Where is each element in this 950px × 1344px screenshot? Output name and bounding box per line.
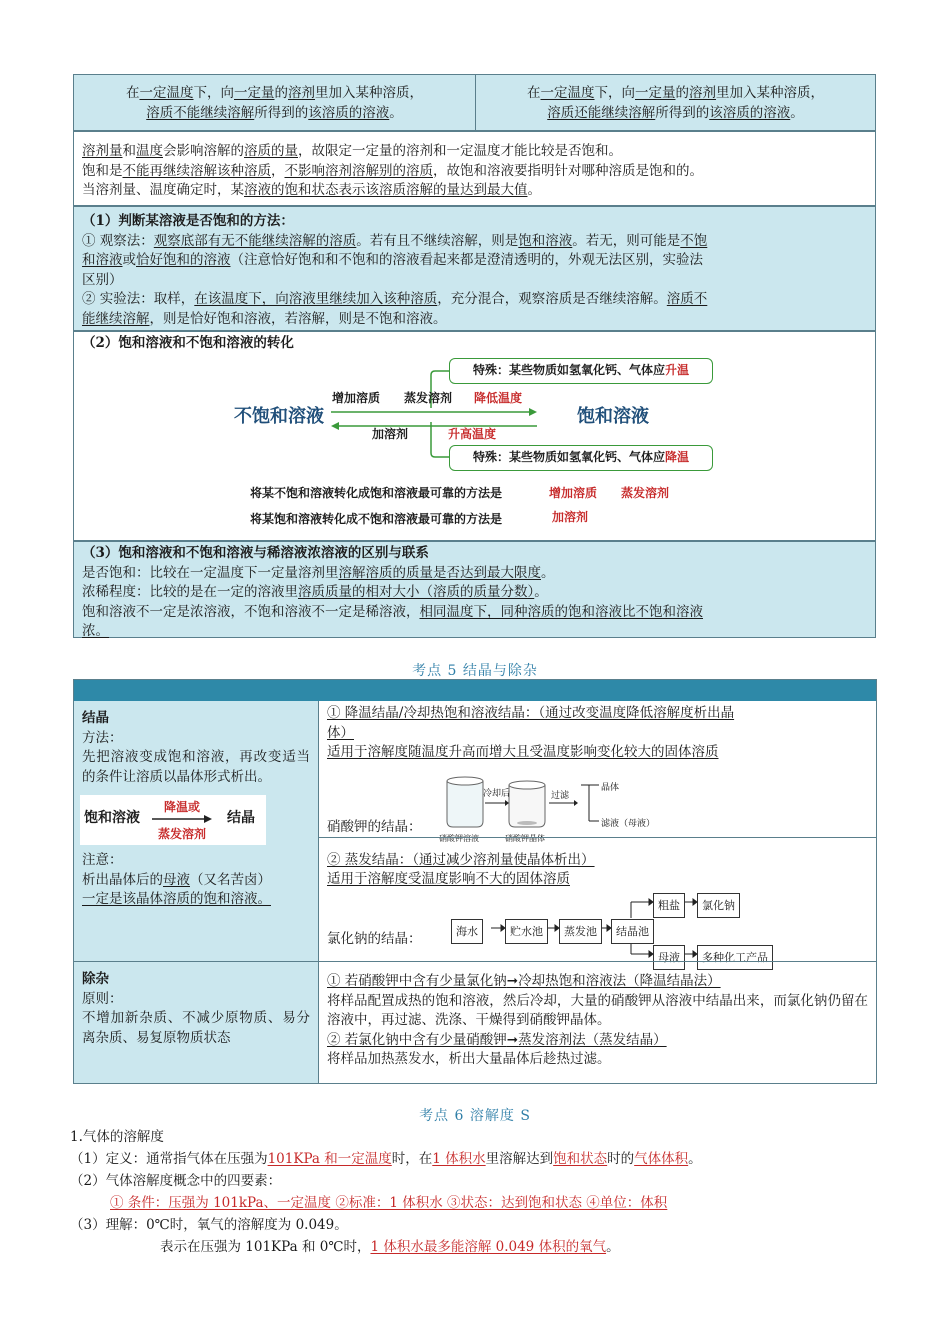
crystallization-title: 结晶 <box>82 710 109 726</box>
crystallization-table <box>73 679 877 1084</box>
judge-saturation-block: （1）判断某溶液是否饱和的方法： ① 观察法：观察底部有无不能继续溶解的溶质。若有且不继续溶解，则是饱和溶液。若无，则可能是不饱 和溶液或恰好饱和的溶液（注意恰好饱和和不饱和的溶液看起来都是澄清透明的，外观无法区别，实验法 区别） ② 实验法：取样，在该温度下，向溶液里继续加入该种溶质，充分混合，观察溶质是否继续溶解。溶质不 能继续溶解，则是恰好饱和溶液，若溶解，则是不饱和溶液。 <box>73 206 876 331</box>
lower-temp-label: 降低温度 <box>474 391 523 405</box>
saturated-definition: 在一定温度下，向一定量的溶剂里加入某种溶质， 溶质不能继续溶解所得到的该溶质的溶液。 <box>74 75 476 130</box>
nacl-crystallization-flow: 海水 贮水池 蒸发池 结晶池 粗盐 氯化钠 母液 多种化工产品 <box>451 890 781 968</box>
judge-title: （1）判断某溶液是否饱和的方法： <box>82 213 294 229</box>
unsaturated-definition: 在一定温度下，向一定量的溶剂里加入某种溶质， 溶质还能继续溶解所得到的该溶质的溶液。 <box>527 84 824 121</box>
saturation-note: 溶剂量和温度会影响溶解的溶质的量，故限定一定量的溶剂和一定温度才能比较是否饱和。 饱和是不能再继续溶解该种溶质，不影响溶剂溶解别的溶质，故饱和溶液要指明针对哪种溶质是饱和的。 当溶剂量、温度确定时，某溶液的饱和状态表示该溶质溶解的量达到最大值。 <box>73 131 876 206</box>
purification-title: 除杂 <box>82 971 109 987</box>
bracket-bottom-icon <box>429 420 449 460</box>
gas-solubility-section: 1.气体的溶解度 （1）定义：通常指气体在压强为101KPa 和一定温度时，在1 体积水里溶解达到饱和状态时的气体体积。 （2）气体溶解度概念中的四要素： ① 条件：压强为 101kPa、一定温度 ②标准：1 体积水 ③状态：达到饱和状态 ④单位：体积 （3）理解：0℃时，氧气的溶解度为 0.049。 表示在压强为 101KPa 和 0℃时，1 体积水最多能溶解 0.049 体积的氧气。 <box>70 1129 702 1255</box>
method1-option-a: 增加溶质 <box>549 486 598 500</box>
table-header-bar <box>74 680 876 701</box>
flow-arrow-icon <box>152 814 212 824</box>
saturated-label: 饱和溶液 <box>577 406 649 427</box>
purification-right-cell: ① 若硝酸钾中含有少量氯化钠➞冷却热饱和溶液法（降温结晶法） 将样品配置成热的饱和溶液，然后冷却，大量的硝酸钾从溶液中结晶出来，而氯化钠仍留在溶液中，再过滤、洗涤、干燥得到硝酸钾晶体。 ② 若氯化钠中含有少量硝酸钾➞蒸发溶剂法（蒸发结晶） 将样品加热蒸发水，析出大量晶体后趁热过滤。 <box>327 973 868 1067</box>
evaporate-label: 蒸发溶剂 <box>404 391 453 405</box>
method2-option: 加溶剂 <box>552 510 589 524</box>
add-solute-label: 增加溶质 <box>332 391 381 405</box>
relation-block: （3）饱和溶液和不饱和溶液与稀溶液浓溶液的区别与联系 是否饱和：比较在一定温度下一定量溶剂里溶解溶质的质量是否达到最大限度。 浓稀程度：比较的是在一定的溶液里溶质质量的相对大小（溶质的质量分数）。 饱和溶液不一定是浓溶液，不饱和溶液不一定是稀溶液，相同温度下，同种溶质的饱和溶液比不饱和溶液 浓。 <box>73 541 876 638</box>
unsaturated-label: 不饱和溶液 <box>234 406 324 427</box>
add-solvent-label: 加溶剂 <box>372 427 409 441</box>
section-6-title: 考点 6 溶解度 S <box>419 1108 531 1124</box>
crystallization-right-cell: ① 降温结晶/冷却热饱和溶液结晶：（通过改变温度降低溶解度析出晶 体） 适用于溶解度随温度升高而增大且受温度影响变化较大的固体溶质 硝酸钾的结晶： 冷却后 过滤 晶体 滤液（母液） 硝酸钾溶液 硝酸钾晶体 ② 蒸发结晶：（通过减少溶剂量使晶体析出） 适用于溶解度受温度影响不大的固体溶质 氯化钠的结晶： 海水 贮水池 蒸发池 结晶池 粗盐 氯化钠 母液 多种化工产品 <box>319 701 876 961</box>
raise-temp-label: 升高温度 <box>448 427 497 441</box>
special-note-bottom: 特殊：某些物质如氢氧化钙、气体应降温 <box>449 445 713 471</box>
method-to-saturated: 将某不饱和溶液转化成饱和溶液最可靠的方法是 <box>250 486 503 500</box>
kno3-crystallization-image: 冷却后 过滤 晶体 滤液（母液） 硝酸钾溶液 硝酸钾晶体 <box>439 763 654 839</box>
purification-left-cell: 除杂 原则： 不增加新杂质、不减少原物质、易分离杂质、易复原物质状态 <box>74 962 319 1083</box>
method1-option-b: 蒸发溶剂 <box>621 486 670 500</box>
crystallization-left-cell: 结晶 方法： 先把溶液变成饱和溶液，再改变适当的条件让溶质以晶体形式析出。 饱和溶液 降温或 蒸发溶剂 结晶 注意： 析出晶体后的母液（又名苦卤） 一定是该晶体溶质的饱和溶液。 <box>74 701 319 961</box>
method-to-unsaturated: 将某饱和溶液转化成不饱和溶液最可靠的方法是 <box>250 512 503 526</box>
crystallization-flow: 饱和溶液 降温或 蒸发溶剂 结晶 <box>80 795 266 845</box>
section-5-title: 考点 5 结晶与除杂 <box>412 663 538 679</box>
relation-title: （3）饱和溶液和不饱和溶液与稀溶液浓溶液的区别与联系 <box>82 545 429 561</box>
special-note-top: 特殊：某些物质如氢氧化钙、气体应升温 <box>449 358 713 384</box>
conversion-title: （2）饱和溶液和不饱和溶液的转化 <box>82 335 294 351</box>
definition-row <box>73 74 876 131</box>
conversion-diagram <box>74 332 875 540</box>
conversion-block <box>73 331 876 541</box>
